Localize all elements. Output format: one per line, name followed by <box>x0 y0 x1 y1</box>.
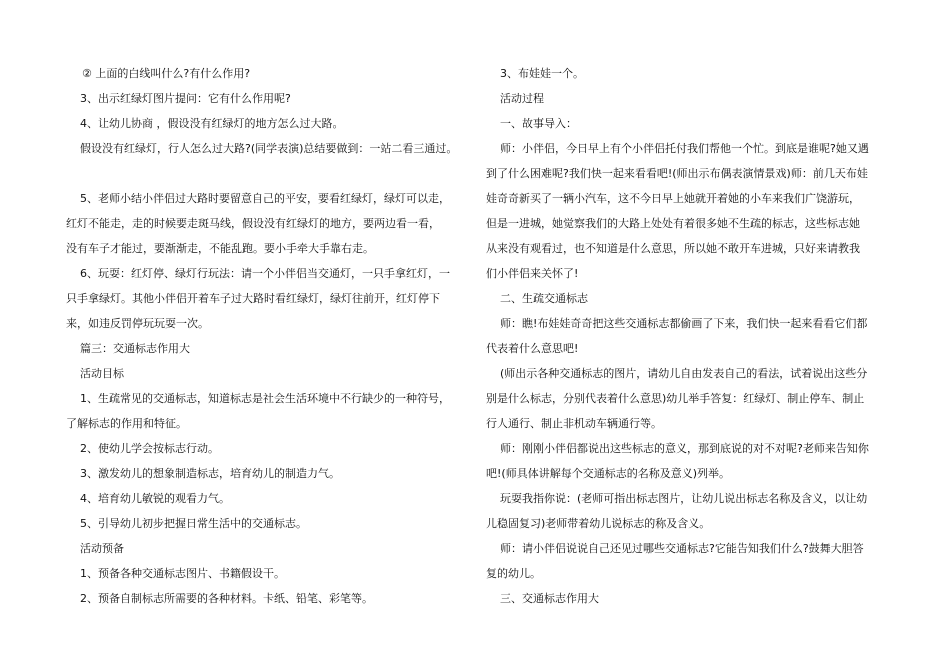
text-line: 3、布娃娃一个。 <box>500 67 584 80</box>
text-line: ② 上面的白线叫什么?有什么作用? <box>82 67 251 80</box>
text-line: 4、培育幼儿敏锐的观看力气。 <box>80 492 230 505</box>
subsection-heading: 一、故事导入： <box>500 117 577 130</box>
text-line: 娃奇奇新买了一辆小汽车，这不今日早上她就开着她的小车来我们广饶游玩， <box>486 192 860 205</box>
text-line: 吧!(师具体讲解每个交通标志的名称及意义)列举。 <box>486 467 730 480</box>
section-heading: 篇三：交通标志作用大 <box>80 342 190 355</box>
text-line: 到了什么困难呢?我们快一起来看看吧!(师出示布偶表演情景戏)师：前几天布娃 <box>486 167 868 180</box>
text-line: 2、使幼儿学会按标志行动。 <box>80 442 219 455</box>
text-line: 4、让幼儿协商 ，假设没有红绿灯的地方怎么过大路。 <box>80 117 344 130</box>
subsection-heading: 活动过程 <box>500 92 544 105</box>
text-line: 3、出示红绿灯图片提问：它有什么作用呢? <box>80 92 291 105</box>
text-line: 从来没有观看过，也不知道是什么意思，所以她不敢开车进城，只好来请教我 <box>486 242 860 255</box>
text-line: 别是什么标志，分别代表着什么意思)幼儿举手答复：红绿灯、制止停车、制止 <box>486 392 865 405</box>
text-line: 5、引导幼儿初步把握日常生活中的交通标志。 <box>80 517 307 530</box>
text-line: 了解标志的作用和特征。 <box>66 417 187 430</box>
text-line: 来，如违反罚停玩玩耍一次。 <box>66 317 209 330</box>
text-line: 师：瞧!布娃娃奇奇把这些交通标志都偷画了下来，我们快一起来看看它们都 <box>500 317 868 330</box>
text-line: (师出示各种交通标志的图片，请幼儿自由发表自己的看法，试着说出这些分 <box>500 367 868 380</box>
text-line: 1、预备各种交通标志图片、书籍假设干。 <box>80 567 285 580</box>
text-line: 行人通行、制止非机动车辆通行等。 <box>486 417 662 430</box>
text-line: 玩耍我指你说：(老师可指出标志图片，让幼儿说出标志名称及含义，以让幼 <box>500 492 868 505</box>
text-line: 1、生疏常见的交通标志，知道标志是社会生活环境中不行缺少的一种符号， <box>80 392 450 405</box>
section-heading: 三、交通标志作用大 <box>500 592 599 605</box>
text-line: 2、预备自制标志所需要的各种材料。卡纸、铅笔、彩笔等。 <box>80 592 373 605</box>
text-line: 代表着什么意思吧! <box>486 342 579 355</box>
subsection-heading: 活动预备 <box>80 542 124 555</box>
text-line: 假设没有红绿灯，行人怎么过大路?(同学表演)总结要做到：一站二看三通过。 <box>80 142 458 155</box>
text-line: 复的幼儿。 <box>486 567 541 580</box>
text-line: 儿稳固复习)老师带着幼儿说标志的称及含义。 <box>486 517 711 530</box>
text-line: 师：小伴侣，今日早上有个小伴侣托付我们帮他一个忙。到底是谁呢?她又遇 <box>500 142 869 155</box>
text-line: 3、激发幼儿的想象制造标志，培育幼儿的制造力气。 <box>80 467 340 480</box>
text-line: 红灯不能走，走的时候要走斑马线，假设没有红绿灯的地方，要两边看一看， <box>66 217 440 230</box>
text-line: 但是一进城，她觉察我们的大路上处处有着很多她不生疏的标志，这些标志她 <box>486 217 860 230</box>
text-line: 5、老师小结小伴侣过大路时要留意自己的平安，要看红绿灯，绿灯可以走， <box>80 192 450 205</box>
subsection-heading: 活动目标 <box>80 367 124 380</box>
text-line: 师：刚刚小伴侣都说出这些标志的意义，那到底说的对不对呢?老师来告知你 <box>500 442 869 455</box>
text-line: 只手拿绿灯。其他小伴侣开着车子过大路时看红绿灯，绿灯往前开，红灯停下 <box>66 292 440 305</box>
text-line: 6、玩耍：红灯停、绿灯行玩法：请一个小伴侣当交通灯，一只手拿红灯，一 <box>80 267 450 280</box>
text-line: 没有车子才能过，要渐渐走，不能乱跑。要小手牵大手靠右走。 <box>66 242 374 255</box>
text-line: 师：请小伴侣说说自己还见过哪些交通标志?它能告知我们什么?鼓舞大胆答 <box>500 542 864 555</box>
text-line: 们小伴侣来关怀了! <box>486 267 579 280</box>
section-heading: 二、生疏交通标志 <box>500 292 588 305</box>
